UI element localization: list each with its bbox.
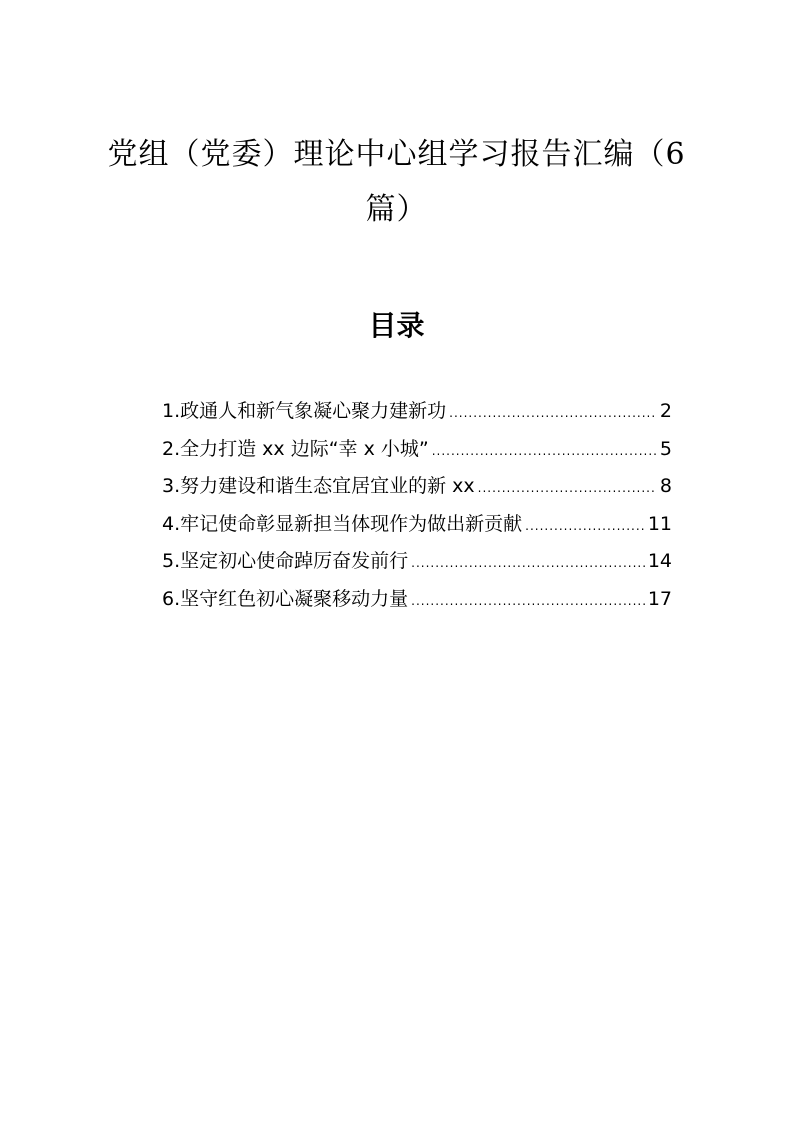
- toc-entry-page-number: 8: [659, 475, 672, 498]
- toc-leader-dots: [449, 406, 657, 420]
- toc-entry[interactable]: [162, 584, 672, 622]
- toc-leader-dots: [411, 556, 645, 570]
- toc-entry[interactable]: [162, 509, 672, 547]
- toc-leader-dots: [432, 444, 657, 458]
- toc-heading: 目录: [368, 309, 425, 342]
- toc-entry-title: 3.努力建设和谐生态宜居宜业的新 xx: [162, 475, 475, 498]
- toc-leader-dots: [478, 481, 657, 495]
- toc-leader-dots: [525, 519, 645, 533]
- toc-entry-page-number: 5: [659, 437, 672, 460]
- toc-entry-title: 1.政通人和新气象凝心聚力建新功: [162, 400, 447, 422]
- toc-entry[interactable]: [162, 471, 672, 509]
- document-title-line-2: 篇）: [365, 192, 428, 227]
- toc-entry[interactable]: [162, 546, 672, 584]
- toc-entry[interactable]: [162, 396, 672, 434]
- toc-entry[interactable]: [162, 434, 672, 472]
- toc-entry-page-number: 17: [647, 587, 672, 610]
- toc-entry-title: 4.牢记使命彰显新担当体现作为做出新贡献: [162, 512, 523, 535]
- toc-entry-title: 5.坚定初心使命踔厉奋发前行: [162, 550, 409, 573]
- toc-entry-page-number: 14: [647, 550, 672, 573]
- toc-entry-page-number: 2: [659, 400, 672, 422]
- document-title-line-1: 党组（党委）理论中心组学习报告汇编（6: [107, 137, 686, 172]
- table-of-contents: [162, 396, 672, 622]
- toc-entry-title: 2.全力打造 xx 边际“幸 x 小城”: [162, 437, 429, 460]
- toc-leader-dots: [411, 594, 645, 608]
- toc-entry-page-number: 11: [647, 512, 672, 535]
- toc-entry-title: 6.坚守红色初心凝聚移动力量: [162, 587, 409, 610]
